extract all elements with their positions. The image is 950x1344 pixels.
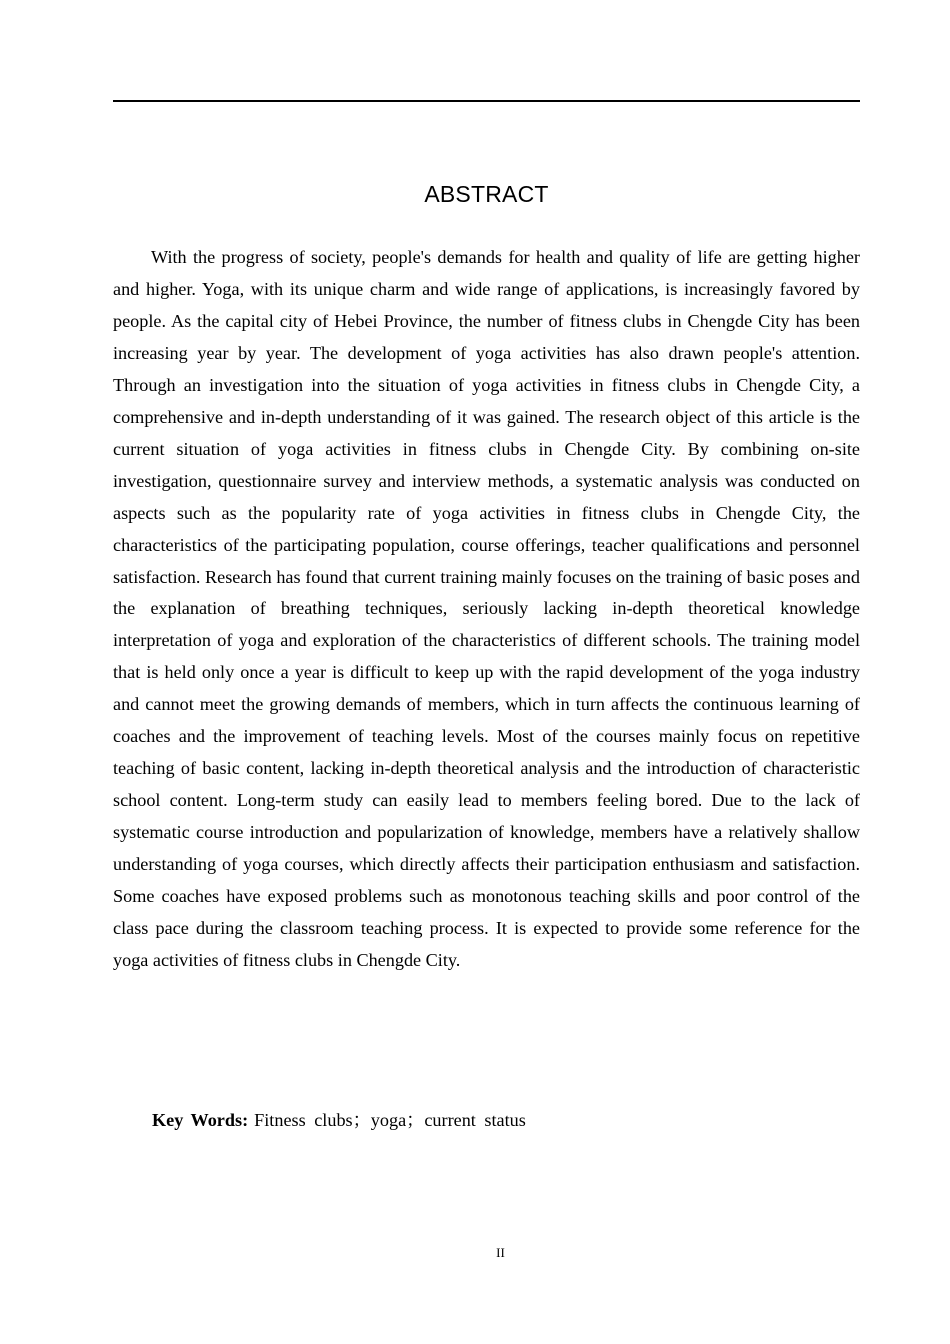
page-number: II [496,1245,505,1260]
abstract-body: With the progress of society, people's demands for health and quality of life are getting higher and higher. Yoga, with its unique charm and wide range of applications, is increasingly favored by people. As the capital city of Hebei Province, the number of fitness clubs in Chengde City has been increasing year by year. The development of yoga activities has also drawn people's attention. Through an investigation into the situation of yoga activities in fitness clubs in Chengde City, a comprehensive and in-depth understanding of it was gained. The research object of this article is the current situation of yoga activities in fitness clubs in Chengde City. By combining on-site investigation, questionnaire survey and interview methods, a systematic analysis was conducted on aspects such as the popularity rate of yoga activities in fitness clubs in Chengde City, the characteristics of the participating population, course offerings, teacher qualifications and personnel satisfaction. Research has found that current training mainly focuses on the training of basic poses and the explanation of breathing techniques, seriously lacking in-depth theoretical knowledge interpretation of yoga and exploration of the characteristics of different schools. The training model that is held only once a year is difficult to keep up with the rapid development of the yoga industry and cannot meet the growing demands of members, which in turn affects the continuous learning of coaches and the improvement of teaching levels. Most of the courses mainly focus on repetitive teaching of basic content, lacking in-depth theoretical analysis and the introduction of characteristic school content. Long-term study can easily lead to members feeling bored. Due to the lack of systematic course introduction and popularization of knowledge, members have a relatively shallow understanding of yoga courses, which directly affects their participation enthusiasm and satisfaction. Some coaches have exposed problems such as monotonous teaching skills and poor control of the class pace during the classroom teaching process. It is expected to provide some reference for the yoga activities of fitness clubs in Chengde City. [113,247,860,970]
keywords-value: Fitness clubs；yoga；current status [254,1110,526,1130]
keywords-label: Key Words: [152,1110,249,1130]
keywords-line [152,1104,860,1136]
abstract-title: ABSTRACT [424,181,549,207]
header-rule [113,100,860,102]
